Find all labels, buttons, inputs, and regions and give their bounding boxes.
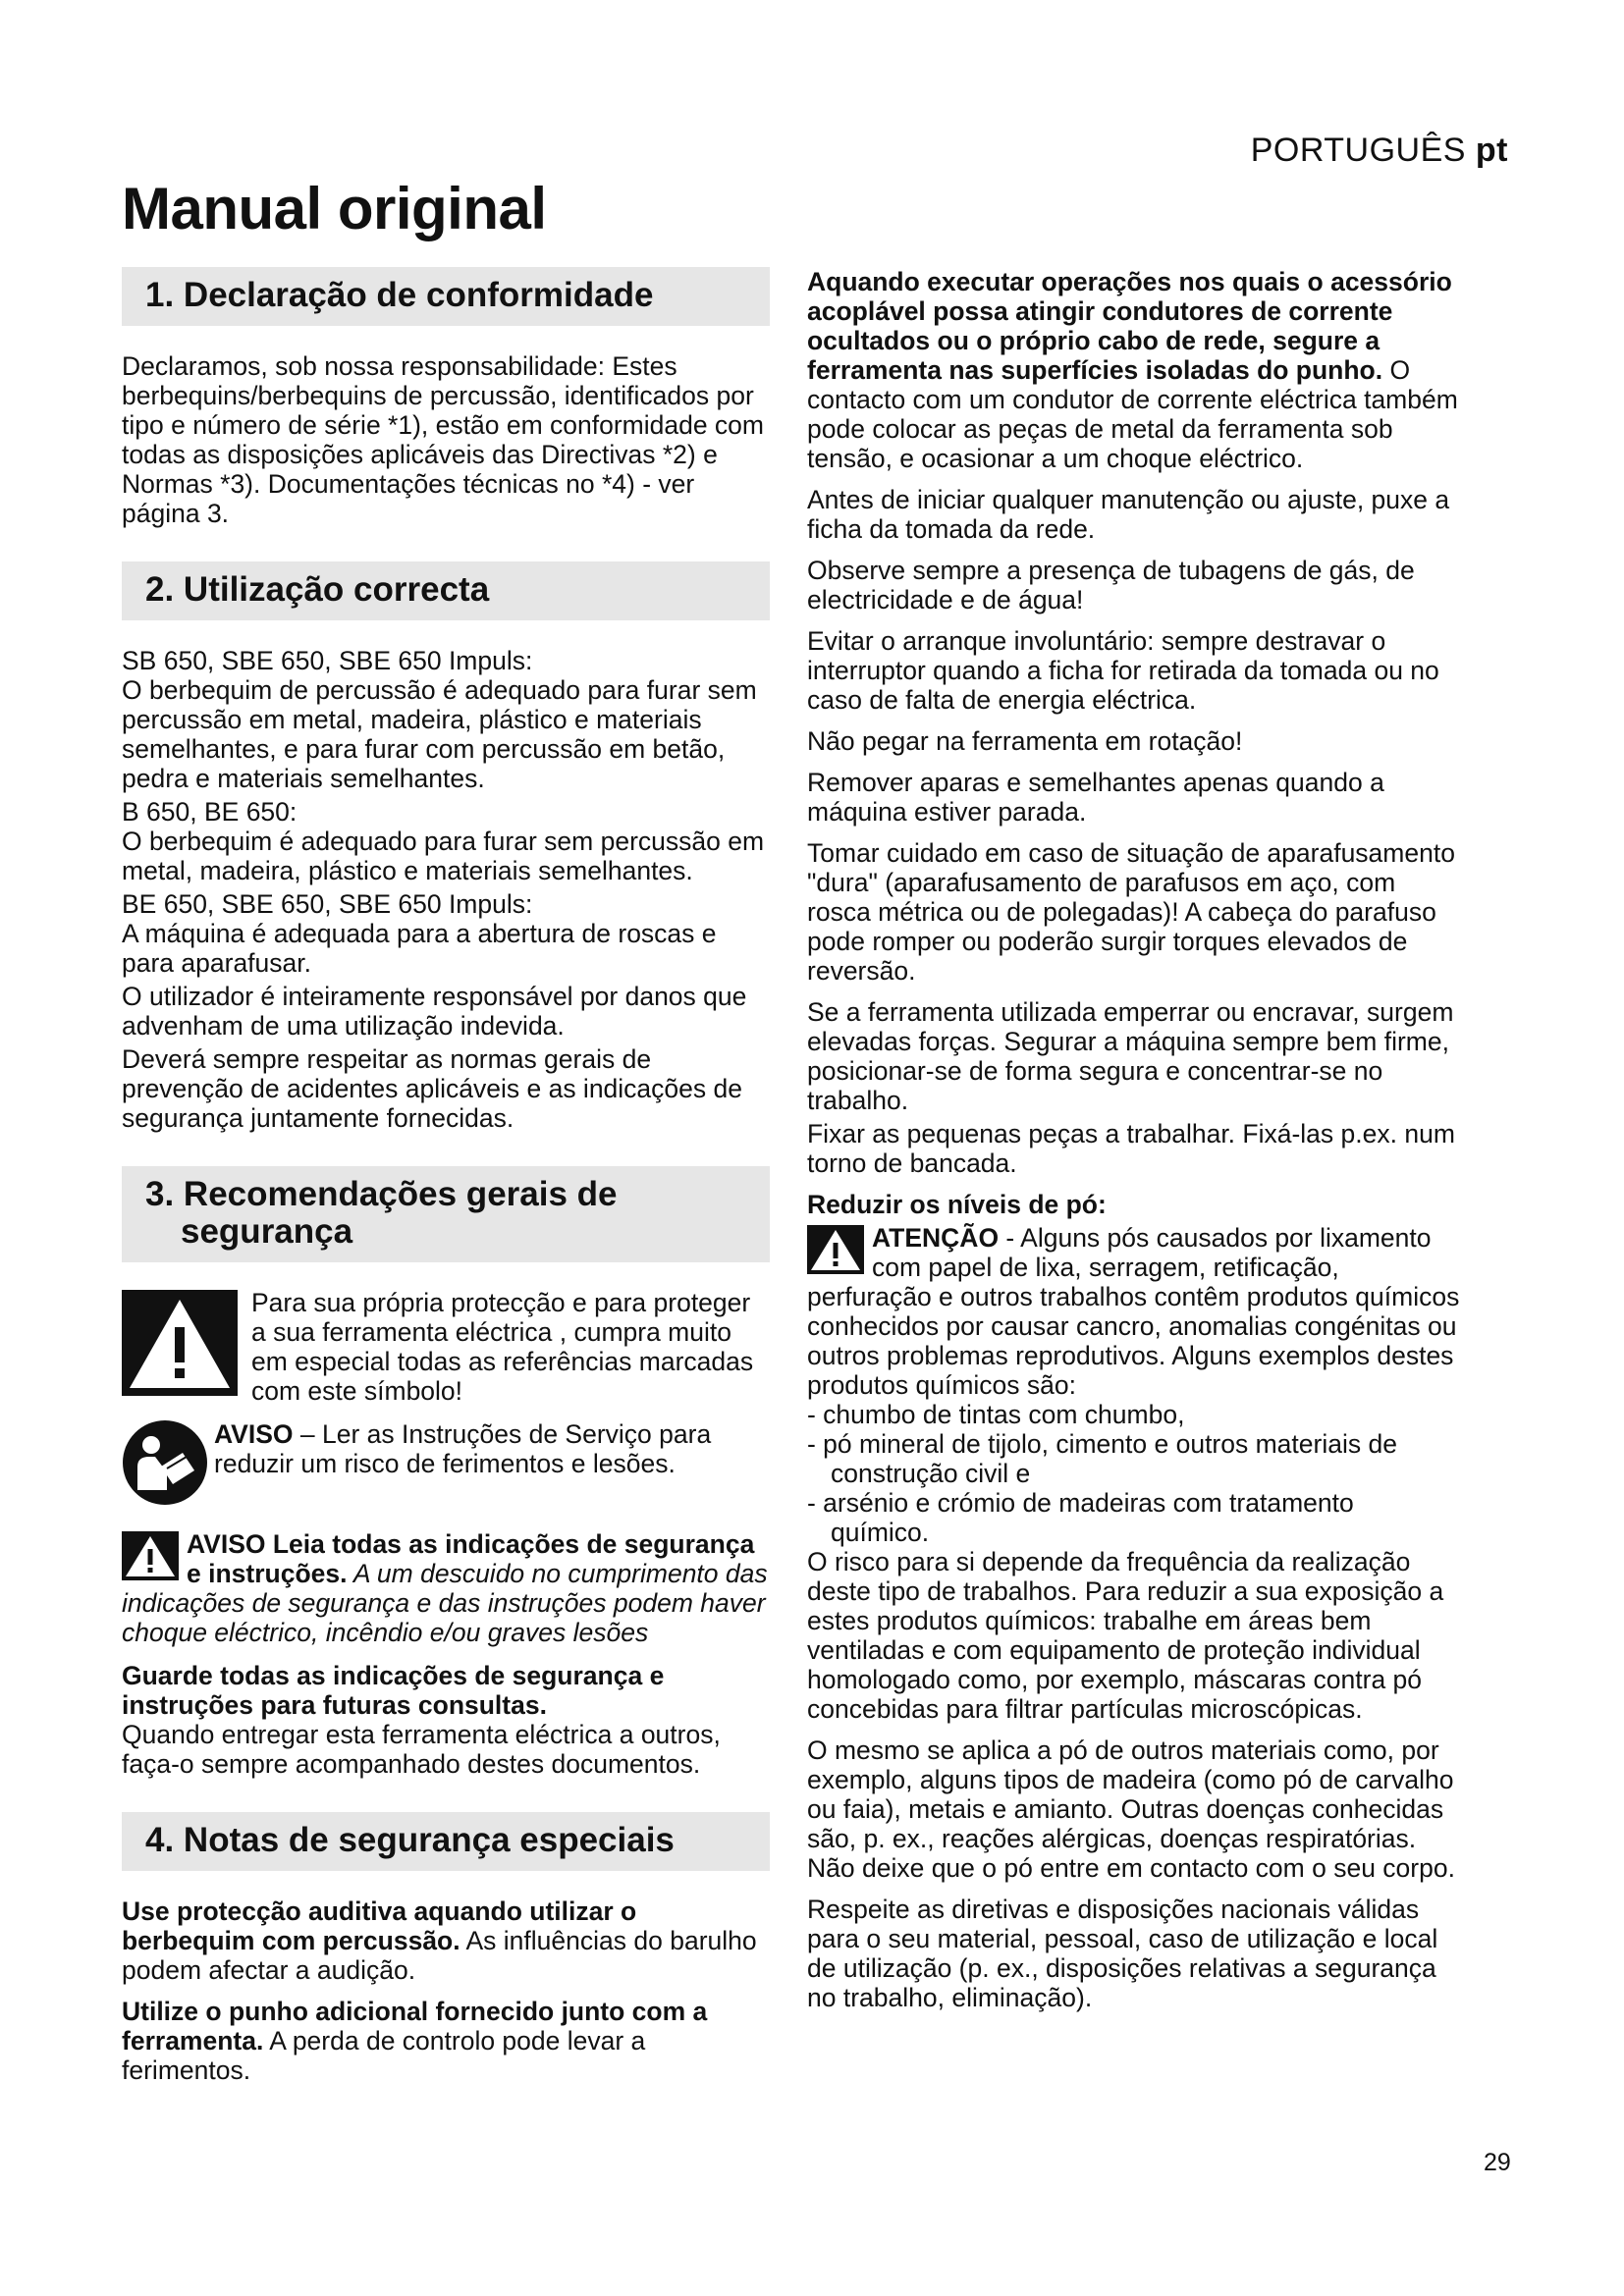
aviso2-bold: AVISO Leia todas as indicações de segurança e instruções. (187, 1529, 755, 1588)
correct-use-p3: BE 650, SBE 650, SBE 650 Impuls: A máquina é adequada para a abertura de roscas e para aparafusar. (122, 889, 717, 978)
correct-use-p1: SB 650, SBE 650, SBE 650 Impuls: O berbequim de percussão é adequado para furar sem percussão em metal, madeira, plástico e materiais semelhantes, e para furar com percussão em betão, pedra e materiais semelhantes. (122, 646, 757, 793)
right-column (807, 267, 1463, 2024)
aviso2-italic: A um descuido no cumprimento das indicações de segurança e das instruções podem haver choque eléctrico, incêndio e/ou graves lesões (122, 1559, 768, 1647)
list-item: - pó mineral de tijolo, cimento e outros materiais de (807, 1429, 1397, 1459)
read-manual-icon (122, 1419, 208, 1506)
document-title: Manual original (122, 176, 547, 241)
list-item: - arsénio e crómio de madeiras com tratamento (807, 1488, 1354, 1518)
warning-symbol-notice (122, 1288, 770, 1406)
model-line: BE 650, SBE 650, SBE 650 Impuls: (122, 889, 533, 919)
language-header (1251, 132, 1508, 170)
language-name: PORTUGUÊS (1250, 132, 1466, 169)
keep-instructions: Guarde todas as indicações de segurança e instruções para futuras consultas. Quando entregar esta ferramenta eléctrica a outros, faça-o sempre acompanhado destes documentos. (122, 1661, 721, 1779)
list-item: químico. (831, 1518, 930, 1547)
same-paragraph: O mesmo se aplica a pó de outros materiais como, por exemplo, alguns tipos de madeira (como pó de carvalho ou faia), metais e amianto. Outras doenças conhecidas são, p. ex., reações alérgicas, doenças respiratórias. Não deixe que o pó entre em contacto com o seu corpo. (807, 1735, 1455, 1883)
correct-use-p2: B 650, BE 650: O berbequim é adequado para furar sem percussão em metal, madeira, plástico e materiais semelhantes. (122, 797, 765, 885)
respect-paragraph: Respeite as diretivas e disposições nacionais válidas para o seu material, pessoal, caso de utilização e local de utilização (p. ex., disposições relativas a segurança no trabalho, eliminação). (807, 1895, 1438, 2012)
model-line: B 650, BE 650: (122, 797, 298, 827)
special-safety-p2: Utilize o punho adicional fornecido junto com a ferramenta. A perda de controlo pode levar a ferimentos. (122, 1997, 708, 2085)
right-p2: Antes de iniciar qualquer manutenção ou ajuste, puxe a ficha da tomada da rede. (807, 485, 1450, 544)
warning-symbol-text: Para sua própria protecção e para proteger a sua ferramenta eléctrica , cumpra muito em especial todas as referências marcadas com este símbolo! (251, 1288, 754, 1406)
section-heading-special-safety: 4. Notas de segurança especiais (122, 1812, 770, 1871)
section-heading-safety: 3. Recomendações gerais de segurança (122, 1166, 770, 1262)
right-p8: Se a ferramenta utilizada emperrar ou encravar, surgem elevadas forças. Segurar a máquina sempre bem firme, posicionar-se de forma segura e concentrar-se no trabalho. (807, 997, 1454, 1115)
right-p4: Evitar o arranque involuntário: sempre destravar o interruptor quando a ficha for retirada da tomada ou no caso de falta de energia eléctrica. (807, 626, 1439, 715)
read-manual-notice (122, 1419, 770, 1506)
model-line: SB 650, SBE 650, SBE 650 Impuls: (122, 646, 533, 675)
right-p6: Remover aparas e semelhantes apenas quando a máquina estiver parada. (807, 768, 1384, 827)
special-safety-p1: Use protecção auditiva aquando utilizar o berbequim com percussão. As influências do barulho podem afectar a audição. (122, 1896, 757, 1985)
right-p1: Aquando executar operações nos quais o acessório acoplável possa atingir condutores de corrente ocultados ou o próprio cabo de rede, segure a ferramenta nas superfícies isoladas do punho. O contacto com um condutor de corrente eléctrica também pode colocar as peças de metal da ferramenta sob tensão, e ocasionar a um choque eléctrico. (807, 267, 1458, 473)
list-item: - chumbo de tintas com chumbo, (807, 1400, 1185, 1429)
warning-triangle-icon (122, 1290, 238, 1396)
aviso-text: – Ler as Instruções de Serviço para reduzir um risco de ferimentos e lesões. (214, 1419, 712, 1478)
right-p3: Observe sempre a presença de tubagens de gás, de electricidade e de água! (807, 556, 1415, 614)
chemicals-list (807, 1400, 1463, 1547)
section-heading-correct-use: 2. Utilização correcta (122, 561, 770, 620)
safety-warning-paragraph (122, 1529, 770, 1647)
right-p9: Fixar as pequenas peças a trabalhar. Fixá-las p.ex. num torno de bancada. (807, 1119, 1455, 1178)
atencao-paragraph (807, 1223, 1463, 1400)
risk-paragraph: O risco para si depende da frequência da realização deste tipo de trabalhos. Para reduzir a sua exposição a estes produtos químicos: trabalhe em áreas bem ventiladas e com equipamento de proteção individual homologado como, por exemplo, máscaras contra pó concebidas para filtrar partículas microscópicas. (807, 1547, 1444, 1724)
section-heading-declaration: 1. Declaração de conformidade (122, 267, 770, 326)
language-code: pt (1475, 132, 1508, 169)
atencao-label: ATENÇÃO (872, 1223, 1000, 1253)
dust-heading: Reduzir os níveis de pó: (807, 1190, 1107, 1219)
declaration-text: Declaramos, sob nossa responsabilidade: Estes berbequins/berbequins de percussão, identificados por tipo e número de série *1), estão em conformidade com todas as disposições aplicáveis das Directivas *2) e Normas *3). Documentações técnicas no *4) - ver página 3. (122, 351, 764, 528)
right-p5: Não pegar na ferramenta em rotação! (807, 726, 1243, 756)
aviso-label: AVISO (214, 1419, 294, 1449)
warning-triangle-icon (122, 1531, 179, 1580)
warning-triangle-icon (807, 1225, 864, 1274)
atencao-text: - Alguns pós causados por lixamento com papel de lixa, serragem, retificação, perfuração e outros trabalhos contêm produtos químicos conhecidos por causar cancro, anomalias congénitas ou outros problemas reprodutivos. Alguns exemplos destes produtos químicos são: (807, 1223, 1460, 1400)
right-p7: Tomar cuidado em caso de situação de aparafusamento "dura" (aparafusamento de parafusos em aço, com rosca métrica ou de polegadas)! A cabeça do parafuso pode romper ou poderão surgir torques elevados de reversão. (807, 838, 1455, 986)
list-item: construção civil e (831, 1459, 1031, 1488)
correct-use-p4: O utilizador é inteiramente responsável por danos que advenham de uma utilização indevida. (122, 982, 747, 1041)
left-column (122, 267, 770, 2097)
page-number: 29 (1484, 2149, 1511, 2176)
correct-use-p5: Deverá sempre respeitar as normas gerais de prevenção de acidentes aplicáveis e as indicações de segurança juntamente fornecidas. (122, 1044, 742, 1133)
